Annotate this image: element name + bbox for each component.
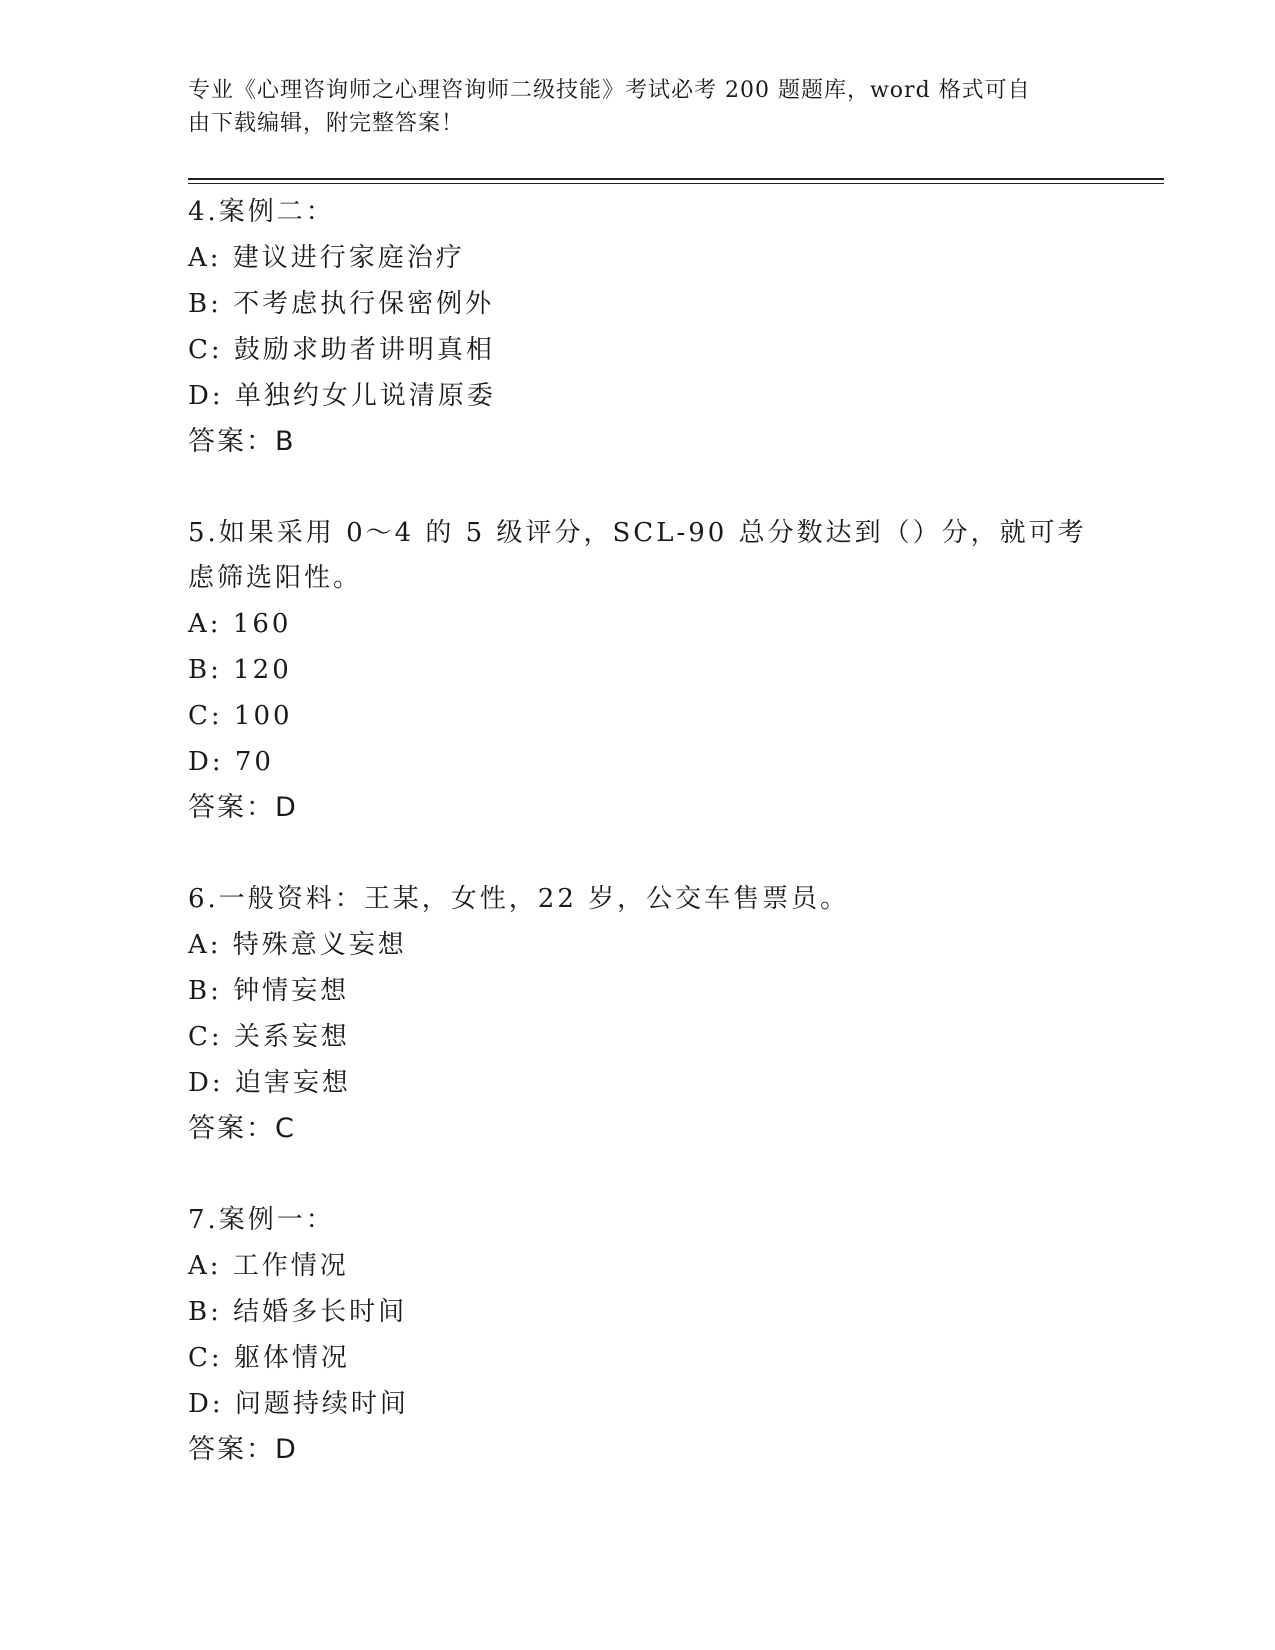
answer-line: 答案：D (188, 792, 298, 823)
header-line-1: 专业《心理咨询师之心理咨询师二级技能》考试必考 200 题题库，word 格式可自 (188, 78, 1031, 103)
option-a: A: 160 (188, 609, 292, 639)
option-a: A: 工作情况 (188, 1251, 349, 1281)
answer-line: 答案：C (188, 1113, 296, 1144)
document-header (188, 74, 1068, 140)
header-divider-thick (188, 178, 1164, 180)
question-stem: 4.案例二： (188, 197, 335, 227)
option-c: C: 关系妄想 (188, 1022, 350, 1052)
option-b: B: 不考虑执行保密例外 (188, 289, 495, 319)
question-7 (188, 1198, 1088, 1473)
question-6 (188, 877, 1088, 1152)
option-d: D: 问题持续时间 (188, 1389, 409, 1419)
answer-line: 答案：D (188, 1434, 298, 1465)
question-4 (188, 190, 1088, 465)
option-d: D: 迫害妄想 (188, 1068, 351, 1098)
option-b: B: 结婚多长时间 (188, 1297, 408, 1327)
question-stem: 7.案例一： (188, 1205, 335, 1235)
option-b: B: 钟情妄想 (188, 976, 350, 1006)
option-d: D: 单独约女儿说清原委 (188, 381, 496, 411)
question-5 (188, 511, 1088, 831)
question-list (188, 190, 1088, 1519)
option-a: A: 建议进行家庭治疗 (188, 243, 465, 273)
option-c: C: 躯体情况 (188, 1343, 350, 1373)
option-d: D: 70 (188, 747, 274, 777)
question-stem: 6.一般资料：王某，女性，22 岁，公交车售票员。 (188, 884, 850, 914)
option-c: C: 100 (188, 701, 293, 731)
option-b: B: 120 (188, 655, 292, 685)
question-stem: 5.如果采用 0～4 的 5 级评分，SCL-90 总分数达到（）分，就可考虑筛选阳性。 (188, 518, 1087, 593)
header-divider-thin (188, 183, 1164, 184)
option-a: A: 特殊意义妄想 (188, 930, 407, 960)
option-c: C: 鼓励求助者讲明真相 (188, 335, 495, 365)
header-line-2: 由下载编辑，附完整答案！ (188, 111, 465, 136)
answer-line: 答案：B (188, 426, 296, 457)
